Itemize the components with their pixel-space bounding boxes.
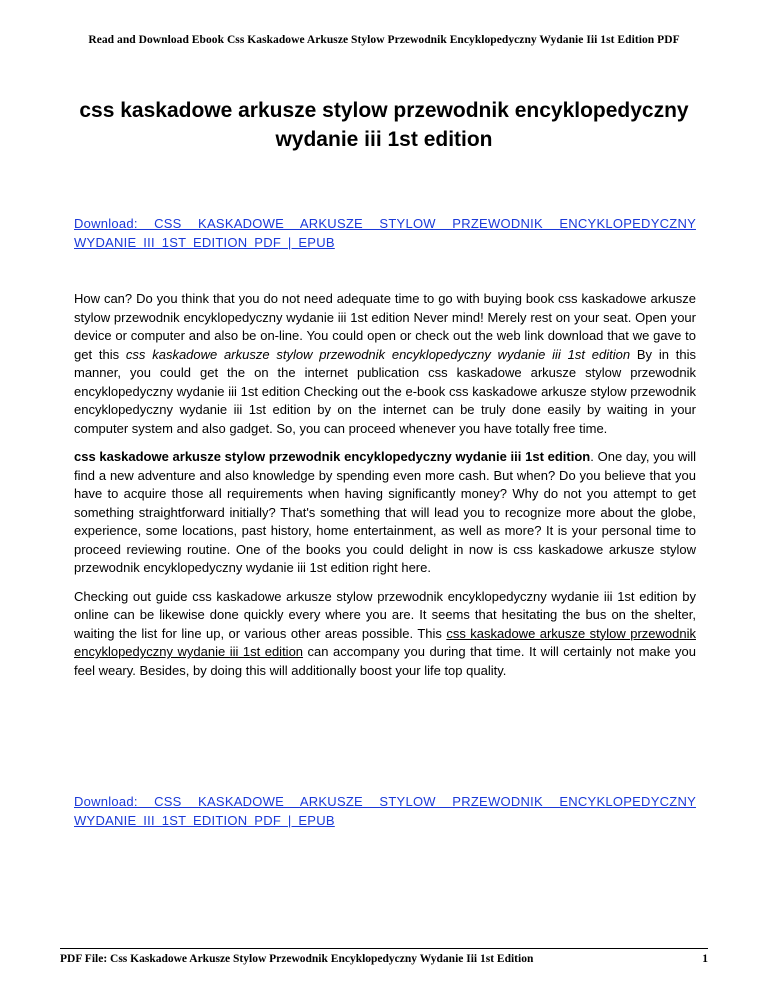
footer-divider [60,948,708,949]
paragraph-3 [74,588,696,681]
paragraph-2 [74,448,696,578]
document-body [74,290,696,690]
page-number: 1 [702,953,708,965]
download-link-top[interactable]: Download: CSS KASKADOWE ARKUSZE STYLOW PRZEWODNIK ENCYKLOPEDYCZNY WYDANIE III 1ST EDITION PDF | EPUB [74,216,696,250]
paragraph-1 [74,290,696,438]
document-title: css kaskadowe arkusze stylow przewodnik encyklopedyczny wydanie iii 1st edition [79,99,689,151]
download-link-bottom[interactable]: Download: CSS KASKADOWE ARKUSZE STYLOW PRZEWODNIK ENCYKLOPEDYCZNY WYDANIE III 1ST EDITION PDF | EPUB [74,794,696,828]
paragraph-1-italic-title: css kaskadowe arkusze stylow przewodnik encyklopedyczny wydanie iii 1st edition [125,346,631,362]
paragraph-3-text: Checking out guide css kaskadowe arkusze stylow przewodnik encyklopedyczny wydanie iii 1st edition by online can be likewise done quickly every where you are. It seems that hesitating the bus on the shelter, waiting the list for line up, or various other areas possible. This [74,588,696,641]
paragraph-2-bold-title: css kaskadowe arkusze stylow przewodnik encyklopedyczny wydanie iii 1st edition [74,449,591,464]
paragraph-1-text: How can? Do you think that you do not need adequate time to go with buying book css kaskadowe arkusze stylow przewodnik encyklopedyczny wydanie iii 1st edition Never mind! Merely rest on your seat. Open your device or computer and also be on-line. You could open or check out the web link download that we gave to get this [74,291,696,362]
paragraph-1-text-end: By in this manner, you could get the on the internet publication css kaskadowe arkusze stylow przewodnik encyklopedyczny wydanie iii 1st edition Checking out the e-book css kaskadowe arkusze stylow przewodnik encyklopedyczny wydanie iii 1st edition by on the internet can be truly done easily by waiting in your computer system and also gadget. So, you can proceed whenever you have totally free time. [74,346,696,436]
paragraph-3-underlined-title: css kaskadowe arkusze stylow przewodnik encyklopedyczny wydanie iii 1st edition [74,625,696,659]
page-footer: PDF File: Css Kaskadowe Arkusze Stylow Przewodnik Encyklopedyczny Wydanie Iii 1st Edition [60,953,534,965]
paragraph-2-text: . One day, you will find a new adventure and also knowledge by spending even more cash. But when? Do you believe that you have to acquire those all requirements when having significantly money? Why do not you attempt to get something straightforward initially? That's something that will lead you to recognize more about the globe, experience, some locations, past history, home entertainment, as well as more? It is your personal time to proceed reviewing routine. One of the books you could delight in now is css kaskadowe arkusze stylow przewodnik encyklopedyczny wydanie iii 1st edition right here. [74,449,696,575]
page-header: Read and Download Ebook Css Kaskadowe Arkusze Stylow Przewodnik Encyklopedyczny Wydanie Iii 1st Edition PDF [88,34,680,46]
paragraph-3-text-end: can accompany you during that time. It will certainly not make you feel weary. Besides, by doing this will additionally boost your life top quality. [74,644,696,678]
